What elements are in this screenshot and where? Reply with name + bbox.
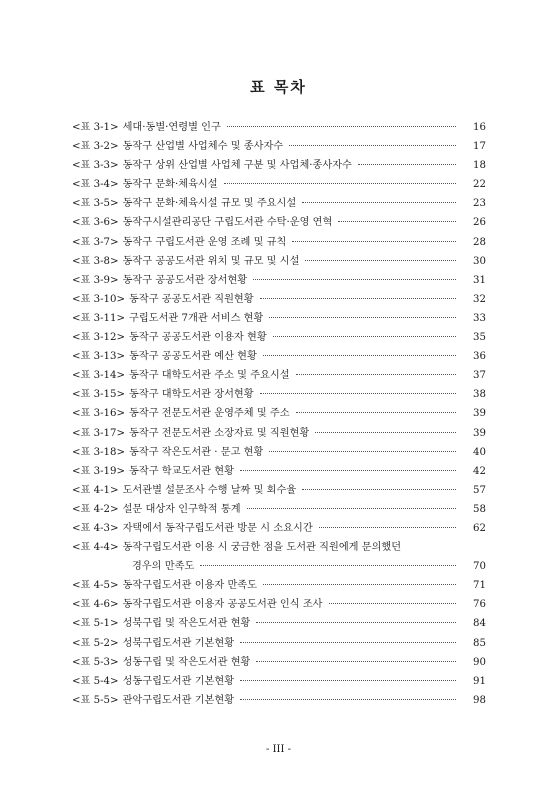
toc-entry-page: 23: [473, 198, 486, 210]
page-number: - III -: [266, 744, 291, 755]
toc-entry-title: 세대·동별·연령별 인구: [122, 122, 221, 133]
leader-dots: [319, 527, 456, 528]
toc-entry[interactable]: [72, 385, 486, 404]
toc-entry-title: 동작구 대학도서관 장서현황: [129, 389, 254, 401]
toc-entry-page: 39: [473, 427, 486, 439]
toc-entry-number: <표 3-15>: [72, 389, 126, 401]
toc-entry-title: 동작구 구립도서관 운영 조례 및 규칙: [122, 236, 287, 248]
leader-dots: [315, 432, 456, 433]
toc-entry[interactable]: [72, 175, 486, 194]
toc-entry[interactable]: [72, 328, 486, 347]
toc-entry[interactable]: [72, 271, 486, 290]
toc-entry-title: 동작구 산업별 사업체수 및 종사자수: [122, 141, 284, 153]
toc-entry-title: 동작구 전문도서관 소장자료 및 직원현황: [129, 427, 310, 439]
toc-entry-page: 35: [473, 332, 486, 344]
toc-entry-number: <표 3-17>: [72, 427, 126, 439]
toc-entry-page: 37: [473, 370, 486, 382]
toc-entry-title: 성북구립도서관 기본현황: [122, 637, 235, 649]
toc-entry-title: 설문 대상자 인구학적 통계: [122, 503, 241, 515]
toc-entry-page: 76: [473, 599, 486, 611]
toc-entry[interactable]: [72, 347, 486, 366]
toc-entry-title: 동작구 문화·체육시설: [122, 179, 218, 191]
toc-entry[interactable]: [72, 595, 486, 614]
toc-entry-page: 38: [473, 389, 486, 401]
toc-entry-title: 동작구립도서관 이용자 공공도서관 인식 조사: [122, 599, 323, 611]
leader-dots: [296, 374, 456, 375]
toc-entry[interactable]: [72, 366, 486, 385]
toc-entry-title: 성동구립도서관 기본현황: [122, 675, 235, 687]
leader-dots: [256, 622, 456, 623]
leader-dots: [240, 699, 456, 700]
toc-entry-title: 도서관별 설문조사 수행 날짜 및 회수율: [122, 484, 297, 496]
toc-entry-title: 동작구 공공도서관 이용자 현황: [129, 332, 267, 344]
leader-dots: [292, 241, 456, 242]
toc-entry[interactable]: [72, 233, 486, 252]
toc-entry[interactable]: [72, 118, 486, 137]
toc-entry-continuation[interactable]: [72, 557, 486, 576]
toc-entry-title: 동작구 작은도서관 · 문고 현황: [129, 446, 264, 458]
toc-entry-title: 동작구 문화·체육시설 규모 및 주요시설: [122, 198, 297, 210]
toc-entry-page: 31: [473, 274, 486, 286]
toc-entry-number: <표 3-4>: [72, 179, 119, 191]
toc-entry-number: <표 4-5>: [72, 580, 119, 592]
leader-dots: [240, 470, 456, 471]
toc-entry[interactable]: [72, 443, 486, 462]
toc-entry[interactable]: [72, 481, 486, 500]
toc-entry[interactable]: [72, 290, 486, 309]
toc-entry[interactable]: [72, 404, 486, 423]
toc-entry[interactable]: [72, 156, 486, 175]
leader-dots: [305, 260, 456, 261]
toc-entry[interactable]: [72, 309, 486, 328]
toc-entry-page: 85: [473, 637, 486, 649]
toc-entry[interactable]: [72, 519, 486, 538]
toc-entry-number: <표 4-1>: [72, 484, 119, 496]
toc-entry[interactable]: [72, 691, 486, 710]
toc-entry-number: <표 3-10>: [72, 293, 126, 305]
toc-entry-title-continued: 경우의 만족도: [132, 561, 195, 573]
toc-entry-title: 동작구 전문도서관 운영주체 및 주소: [129, 408, 290, 420]
toc-entry-page: 30: [473, 255, 486, 267]
toc-entry-number: <표 3-12>: [72, 332, 126, 344]
leader-dots: [240, 642, 456, 643]
toc-entry-page: 98: [473, 694, 486, 706]
leader-dots: [296, 412, 456, 413]
toc-entry-number: <표 3-9>: [72, 274, 119, 286]
toc-entry-title: 동작구 대학도서관 주소 및 주요시설: [129, 370, 290, 382]
toc-entry-number: <표 5-5>: [72, 694, 119, 706]
toc-entry[interactable]: [72, 137, 486, 156]
leader-dots: [240, 680, 456, 681]
toc-entry-page: 39: [473, 408, 486, 420]
toc-entry-page: 33: [473, 312, 486, 324]
leader-dots: [256, 661, 456, 662]
toc-entry[interactable]: [72, 213, 486, 232]
toc-entry-number: <표 5-2>: [72, 637, 119, 649]
toc-entry-number: <표 3-16>: [72, 408, 126, 420]
toc-entry-title: 성북구립 및 작은도서관 현황: [122, 618, 251, 630]
toc-entry-page: 40: [473, 446, 486, 458]
leader-dots: [289, 145, 456, 146]
leader-dots: [263, 584, 456, 585]
toc-entry-number: <표 3-7>: [72, 236, 119, 248]
toc-entry-number: <표 3-6>: [72, 217, 119, 229]
toc-entry-page: 62: [473, 522, 486, 534]
toc-entry-title: 동작구립도서관 이용 시 궁금한 점을 도서관 직원에게 문의했던: [122, 542, 402, 554]
table-of-contents: [72, 118, 486, 710]
toc-entry-title: 동작구립도서관 이용자 만족도: [122, 580, 257, 592]
toc-entry-page: 58: [473, 503, 486, 515]
toc-entry-number: <표 5-4>: [72, 675, 119, 687]
toc-entry-page: 84: [473, 618, 486, 630]
leader-dots: [358, 164, 456, 165]
toc-entry[interactable]: [72, 194, 486, 213]
toc-entry-title: 동작구 공공도서관 위치 및 규모 및 시설: [122, 255, 300, 267]
toc-entry-number: <표 4-3>: [72, 522, 119, 534]
toc-entry[interactable]: [72, 424, 486, 443]
toc-entry-page: 70: [473, 561, 486, 573]
page-title: 표 목차: [250, 78, 307, 96]
toc-entry[interactable]: [72, 672, 486, 691]
toc-entry-page: 42: [473, 465, 486, 477]
toc-entry-title: 동작구 공공도서관 직원현황: [129, 293, 254, 305]
toc-entry-title: 구립도서관 7개관 서비스 현황: [129, 312, 264, 324]
toc-entry-title: 성동구립 및 작은도서관 현황: [122, 656, 251, 668]
leader-dots: [260, 393, 456, 394]
toc-entry-number: <표 3-8>: [72, 255, 119, 267]
leader-dots: [253, 279, 456, 280]
leader-dots: [227, 126, 456, 127]
toc-entry-title: 관악구립도서관 기본현황: [122, 694, 235, 706]
toc-entry[interactable]: [72, 653, 486, 672]
leader-dots: [302, 489, 456, 490]
toc-entry-number: <표 3-19>: [72, 465, 126, 477]
leader-dots: [273, 336, 456, 337]
leader-dots: [338, 221, 456, 222]
toc-entry-number: <표 3-13>: [72, 351, 126, 363]
toc-entry[interactable]: [72, 576, 486, 595]
toc-entry-number: <표 3-18>: [72, 446, 126, 458]
toc-entry-number: <표 4-4>: [72, 542, 119, 554]
toc-entry-page: 28: [473, 236, 486, 248]
toc-entry-page: 17: [473, 141, 486, 153]
toc-entry-number: <표 3-3>: [72, 160, 119, 172]
leader-dots: [269, 317, 456, 318]
toc-entry-title: 동작구 상위 산업별 사업체 구분 및 사업체·종사자수: [122, 160, 352, 172]
toc-entry-page: 91: [473, 675, 486, 687]
toc-entry-number: <표 4-6>: [72, 599, 119, 611]
leader-dots: [224, 183, 456, 184]
toc-entry-number: <표 5-3>: [72, 656, 119, 668]
toc-entry-title: 동작구시설관리공단 구립도서관 수탁·운영 연혁: [122, 217, 333, 229]
toc-entry[interactable]: [72, 462, 486, 481]
toc-entry-page: 57: [473, 484, 486, 496]
toc-entry-title: 동작구 학교도서관 현황: [129, 465, 234, 477]
leader-dots: [260, 298, 456, 299]
leader-dots: [200, 565, 456, 566]
toc-entry-page: 16: [473, 122, 486, 133]
toc-entry-page: 22: [473, 179, 486, 191]
toc-entry[interactable]: [72, 500, 486, 519]
toc-entry-number: <표 3-14>: [72, 370, 126, 382]
toc-entry-page: 71: [473, 580, 486, 592]
toc-entry-page: 90: [473, 656, 486, 668]
toc-entry-page: 18: [473, 160, 486, 172]
toc-entry-page: 36: [473, 351, 486, 363]
toc-entry-number: <표 4-2>: [72, 503, 119, 515]
toc-entry-number: <표 3-1>: [72, 122, 119, 133]
toc-entry-number: <표 3-2>: [72, 141, 119, 153]
toc-entry[interactable]: [72, 252, 486, 271]
leader-dots: [263, 355, 456, 356]
toc-entry[interactable]: [72, 538, 486, 557]
toc-entry[interactable]: [72, 614, 486, 633]
leader-dots: [247, 508, 456, 509]
leader-dots: [269, 451, 456, 452]
toc-entry-page: 32: [473, 293, 486, 305]
toc-entry-number: <표 5-1>: [72, 618, 119, 630]
toc-entry[interactable]: [72, 634, 486, 653]
toc-entry-page: 26: [473, 217, 486, 229]
leader-dots: [302, 202, 456, 203]
leader-dots: [329, 603, 457, 604]
toc-entry-number: <표 3-11>: [72, 312, 126, 324]
toc-entry-number: <표 3-5>: [72, 198, 119, 210]
toc-entry-title: 자택에서 동작구립도서관 방문 시 소요시간: [122, 522, 313, 534]
toc-entry-title: 동작구 공공도서관 장서현황: [122, 274, 248, 286]
toc-entry-title: 동작구 공공도서관 예산 현황: [129, 351, 257, 363]
